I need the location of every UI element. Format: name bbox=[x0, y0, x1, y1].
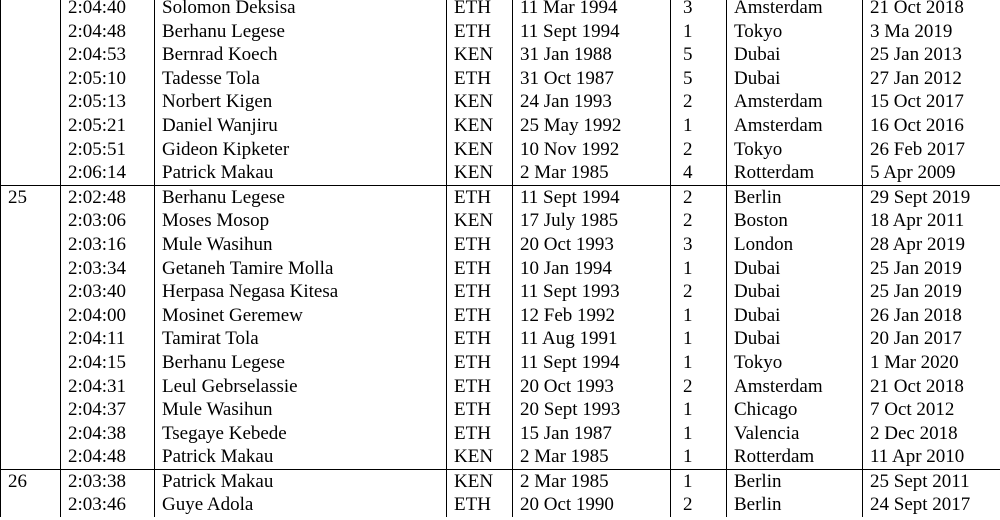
race-date-cell: 25 Sept 2011 bbox=[863, 469, 1000, 493]
position-cell: 1 bbox=[671, 327, 727, 351]
position-cell: 1 bbox=[671, 469, 727, 493]
race-date-cell: 1 Mar 2020 bbox=[863, 351, 1000, 375]
athlete-name-cell: Getaneh Tamire Molla bbox=[155, 257, 447, 281]
table-row bbox=[1, 67, 1000, 91]
position-cell: 1 bbox=[671, 304, 727, 328]
position-cell: 3 bbox=[671, 233, 727, 257]
birth-date-cell: 11 Sept 1994 bbox=[513, 20, 671, 44]
athlete-name-cell: Mule Wasihun bbox=[155, 233, 447, 257]
nationality-cell: ETH bbox=[447, 257, 513, 281]
time-cell: 2:04:48 bbox=[61, 445, 155, 469]
time-cell: 2:04:37 bbox=[61, 398, 155, 422]
age-cell bbox=[1, 67, 61, 91]
position-cell: 1 bbox=[671, 20, 727, 44]
nationality-cell: KEN bbox=[447, 469, 513, 493]
nationality-cell: ETH bbox=[447, 375, 513, 399]
age-cell bbox=[1, 304, 61, 328]
race-date-cell: 2 Dec 2018 bbox=[863, 422, 1000, 446]
time-cell: 2:03:46 bbox=[61, 493, 155, 517]
athlete-name-cell: Guye Adola bbox=[155, 493, 447, 517]
table-row bbox=[1, 375, 1000, 399]
venue-cell: Dubai bbox=[727, 304, 863, 328]
race-date-cell: 27 Jan 2012 bbox=[863, 67, 1000, 91]
time-cell: 2:03:38 bbox=[61, 469, 155, 493]
race-date-cell: 7 Oct 2012 bbox=[863, 398, 1000, 422]
time-cell: 2:04:15 bbox=[61, 351, 155, 375]
table-row bbox=[1, 233, 1000, 257]
table-row bbox=[1, 398, 1000, 422]
venue-cell: Valencia bbox=[727, 422, 863, 446]
time-cell: 2:05:21 bbox=[61, 114, 155, 138]
nationality-cell: KEN bbox=[447, 445, 513, 469]
venue-cell: Amsterdam bbox=[727, 114, 863, 138]
race-date-cell: 16 Oct 2016 bbox=[863, 114, 1000, 138]
table-row bbox=[1, 43, 1000, 67]
athlete-name-cell: Mule Wasihun bbox=[155, 398, 447, 422]
nationality-cell: KEN bbox=[447, 90, 513, 114]
venue-cell: Tokyo bbox=[727, 20, 863, 44]
position-cell: 1 bbox=[671, 445, 727, 469]
birth-date-cell: 20 Oct 1993 bbox=[513, 375, 671, 399]
birth-date-cell: 2 Mar 1985 bbox=[513, 161, 671, 185]
race-date-cell: 24 Sept 2017 bbox=[863, 493, 1000, 517]
birth-date-cell: 31 Oct 1987 bbox=[513, 67, 671, 91]
birth-date-cell: 2 Mar 1985 bbox=[513, 469, 671, 493]
position-cell: 2 bbox=[671, 185, 727, 209]
table-row bbox=[1, 0, 1000, 20]
venue-cell: Dubai bbox=[727, 43, 863, 67]
table-row bbox=[1, 161, 1000, 185]
venue-cell: Berlin bbox=[727, 493, 863, 517]
athlete-name-cell: Patrick Makau bbox=[155, 161, 447, 185]
position-cell: 5 bbox=[671, 43, 727, 67]
table-row bbox=[1, 327, 1000, 351]
venue-cell: Amsterdam bbox=[727, 0, 863, 20]
nationality-cell: KEN bbox=[447, 43, 513, 67]
age-cell bbox=[1, 327, 61, 351]
nationality-cell: ETH bbox=[447, 304, 513, 328]
venue-cell: Chicago bbox=[727, 398, 863, 422]
position-cell: 3 bbox=[671, 0, 727, 20]
nationality-cell: ETH bbox=[447, 351, 513, 375]
race-date-cell: 25 Jan 2013 bbox=[863, 43, 1000, 67]
athlete-name-cell: Solomon Deksisa bbox=[155, 0, 447, 20]
table-row bbox=[1, 257, 1000, 281]
birth-date-cell: 24 Jan 1993 bbox=[513, 90, 671, 114]
venue-cell: Dubai bbox=[727, 257, 863, 281]
position-cell: 2 bbox=[671, 280, 727, 304]
athlete-name-cell: Moses Mosop bbox=[155, 209, 447, 233]
birth-date-cell: 20 Oct 1993 bbox=[513, 233, 671, 257]
time-cell: 2:04:38 bbox=[61, 422, 155, 446]
age-cell bbox=[1, 445, 61, 469]
time-cell: 2:04:40 bbox=[61, 0, 155, 20]
race-date-cell: 15 Oct 2017 bbox=[863, 90, 1000, 114]
age-cell bbox=[1, 233, 61, 257]
race-date-cell: 26 Feb 2017 bbox=[863, 138, 1000, 162]
position-cell: 2 bbox=[671, 375, 727, 399]
venue-cell: Amsterdam bbox=[727, 375, 863, 399]
nationality-cell: KEN bbox=[447, 114, 513, 138]
age-cell bbox=[1, 375, 61, 399]
table-row bbox=[1, 138, 1000, 162]
nationality-cell: ETH bbox=[447, 185, 513, 209]
table-row bbox=[1, 280, 1000, 304]
birth-date-cell: 20 Oct 1990 bbox=[513, 493, 671, 517]
age-cell bbox=[1, 138, 61, 162]
position-cell: 1 bbox=[671, 351, 727, 375]
age-cell bbox=[1, 20, 61, 44]
nationality-cell: ETH bbox=[447, 280, 513, 304]
table-row bbox=[1, 422, 1000, 446]
position-cell: 1 bbox=[671, 422, 727, 446]
time-cell: 2:04:11 bbox=[61, 327, 155, 351]
position-cell: 2 bbox=[671, 138, 727, 162]
birth-date-cell: 10 Nov 1992 bbox=[513, 138, 671, 162]
birth-date-cell: 17 July 1985 bbox=[513, 209, 671, 233]
time-cell: 2:03:34 bbox=[61, 257, 155, 281]
race-date-cell: 26 Jan 2018 bbox=[863, 304, 1000, 328]
table-row bbox=[1, 185, 1000, 209]
race-date-cell: 28 Apr 2019 bbox=[863, 233, 1000, 257]
position-cell: 2 bbox=[671, 209, 727, 233]
age-cell bbox=[1, 398, 61, 422]
race-date-cell: 11 Apr 2010 bbox=[863, 445, 1000, 469]
time-cell: 2:04:31 bbox=[61, 375, 155, 399]
birth-date-cell: 20 Sept 1993 bbox=[513, 398, 671, 422]
race-date-cell: 21 Oct 2018 bbox=[863, 0, 1000, 20]
nationality-cell: ETH bbox=[447, 20, 513, 44]
nationality-cell: ETH bbox=[447, 422, 513, 446]
table-row bbox=[1, 493, 1000, 517]
age-cell bbox=[1, 90, 61, 114]
birth-date-cell: 11 Aug 1991 bbox=[513, 327, 671, 351]
race-date-cell: 21 Oct 2018 bbox=[863, 375, 1000, 399]
time-cell: 2:02:48 bbox=[61, 185, 155, 209]
time-cell: 2:05:13 bbox=[61, 90, 155, 114]
venue-cell: Dubai bbox=[727, 67, 863, 91]
table-row bbox=[1, 209, 1000, 233]
athlete-name-cell: Norbert Kigen bbox=[155, 90, 447, 114]
position-cell: 1 bbox=[671, 257, 727, 281]
venue-cell: Tokyo bbox=[727, 138, 863, 162]
birth-date-cell: 11 Sept 1993 bbox=[513, 280, 671, 304]
time-cell: 2:05:10 bbox=[61, 67, 155, 91]
venue-cell: London bbox=[727, 233, 863, 257]
athlete-name-cell: Daniel Wanjiru bbox=[155, 114, 447, 138]
age-cell bbox=[1, 161, 61, 185]
venue-cell: Dubai bbox=[727, 327, 863, 351]
nationality-cell: ETH bbox=[447, 327, 513, 351]
venue-cell: Rotterdam bbox=[727, 445, 863, 469]
race-date-cell: 25 Jan 2019 bbox=[863, 257, 1000, 281]
time-cell: 2:04:00 bbox=[61, 304, 155, 328]
venue-cell: Amsterdam bbox=[727, 90, 863, 114]
birth-date-cell: 12 Feb 1992 bbox=[513, 304, 671, 328]
race-date-cell: 5 Apr 2009 bbox=[863, 161, 1000, 185]
race-date-cell: 20 Jan 2017 bbox=[863, 327, 1000, 351]
athlete-name-cell: Gideon Kipketer bbox=[155, 138, 447, 162]
age-cell bbox=[1, 43, 61, 67]
birth-date-cell: 31 Jan 1988 bbox=[513, 43, 671, 67]
venue-cell: Berlin bbox=[727, 185, 863, 209]
athlete-name-cell: Patrick Makau bbox=[155, 445, 447, 469]
nationality-cell: ETH bbox=[447, 0, 513, 20]
position-cell: 2 bbox=[671, 493, 727, 517]
birth-date-cell: 11 Sept 1994 bbox=[513, 351, 671, 375]
athlete-name-cell: Berhanu Legese bbox=[155, 185, 447, 209]
time-cell: 2:06:14 bbox=[61, 161, 155, 185]
athlete-name-cell: Tadesse Tola bbox=[155, 67, 447, 91]
table-row bbox=[1, 304, 1000, 328]
nationality-cell: KEN bbox=[447, 161, 513, 185]
age-cell bbox=[1, 351, 61, 375]
athlete-name-cell: Herpasa Negasa Kitesa bbox=[155, 280, 447, 304]
age-cell: 26 bbox=[1, 469, 61, 493]
table-row bbox=[1, 90, 1000, 114]
birth-date-cell: 25 May 1992 bbox=[513, 114, 671, 138]
time-cell: 2:05:51 bbox=[61, 138, 155, 162]
venue-cell: Berlin bbox=[727, 469, 863, 493]
position-cell: 1 bbox=[671, 398, 727, 422]
nationality-cell: ETH bbox=[447, 67, 513, 91]
athlete-name-cell: Tamirat Tola bbox=[155, 327, 447, 351]
position-cell: 1 bbox=[671, 114, 727, 138]
venue-cell: Rotterdam bbox=[727, 161, 863, 185]
time-cell: 2:04:48 bbox=[61, 20, 155, 44]
athlete-name-cell: Berhanu Legese bbox=[155, 351, 447, 375]
athlete-name-cell: Mosinet Geremew bbox=[155, 304, 447, 328]
results-table-body bbox=[1, 0, 1000, 517]
athlete-name-cell: Bernrad Koech bbox=[155, 43, 447, 67]
nationality-cell: KEN bbox=[447, 138, 513, 162]
age-cell bbox=[1, 257, 61, 281]
nationality-cell: KEN bbox=[447, 209, 513, 233]
athlete-name-cell: Tsegaye Kebede bbox=[155, 422, 447, 446]
nationality-cell: ETH bbox=[447, 398, 513, 422]
position-cell: 4 bbox=[671, 161, 727, 185]
position-cell: 5 bbox=[671, 67, 727, 91]
age-cell: 25 bbox=[1, 185, 61, 209]
age-cell bbox=[1, 209, 61, 233]
table-row bbox=[1, 114, 1000, 138]
age-cell bbox=[1, 114, 61, 138]
table-row bbox=[1, 20, 1000, 44]
nationality-cell: ETH bbox=[447, 233, 513, 257]
venue-cell: Dubai bbox=[727, 280, 863, 304]
birth-date-cell: 11 Sept 1994 bbox=[513, 185, 671, 209]
race-date-cell: 3 Ma 2019 bbox=[863, 20, 1000, 44]
table-row bbox=[1, 445, 1000, 469]
birth-date-cell: 15 Jan 1987 bbox=[513, 422, 671, 446]
time-cell: 2:03:16 bbox=[61, 233, 155, 257]
birth-date-cell: 10 Jan 1994 bbox=[513, 257, 671, 281]
athlete-name-cell: Berhanu Legese bbox=[155, 20, 447, 44]
age-cell bbox=[1, 0, 61, 20]
age-cell bbox=[1, 422, 61, 446]
time-cell: 2:04:53 bbox=[61, 43, 155, 67]
venue-cell: Boston bbox=[727, 209, 863, 233]
venue-cell: Tokyo bbox=[727, 351, 863, 375]
time-cell: 2:03:40 bbox=[61, 280, 155, 304]
athlete-name-cell: Patrick Makau bbox=[155, 469, 447, 493]
birth-date-cell: 11 Mar 1994 bbox=[513, 0, 671, 20]
race-date-cell: 29 Sept 2019 bbox=[863, 185, 1000, 209]
position-cell: 2 bbox=[671, 90, 727, 114]
age-cell bbox=[1, 280, 61, 304]
table-row bbox=[1, 351, 1000, 375]
race-date-cell: 18 Apr 2011 bbox=[863, 209, 1000, 233]
time-cell: 2:03:06 bbox=[61, 209, 155, 233]
table-row bbox=[1, 469, 1000, 493]
nationality-cell: ETH bbox=[447, 493, 513, 517]
athlete-name-cell: Leul Gebrselassie bbox=[155, 375, 447, 399]
age-cell bbox=[1, 493, 61, 517]
birth-date-cell: 2 Mar 1985 bbox=[513, 445, 671, 469]
race-date-cell: 25 Jan 2019 bbox=[863, 280, 1000, 304]
